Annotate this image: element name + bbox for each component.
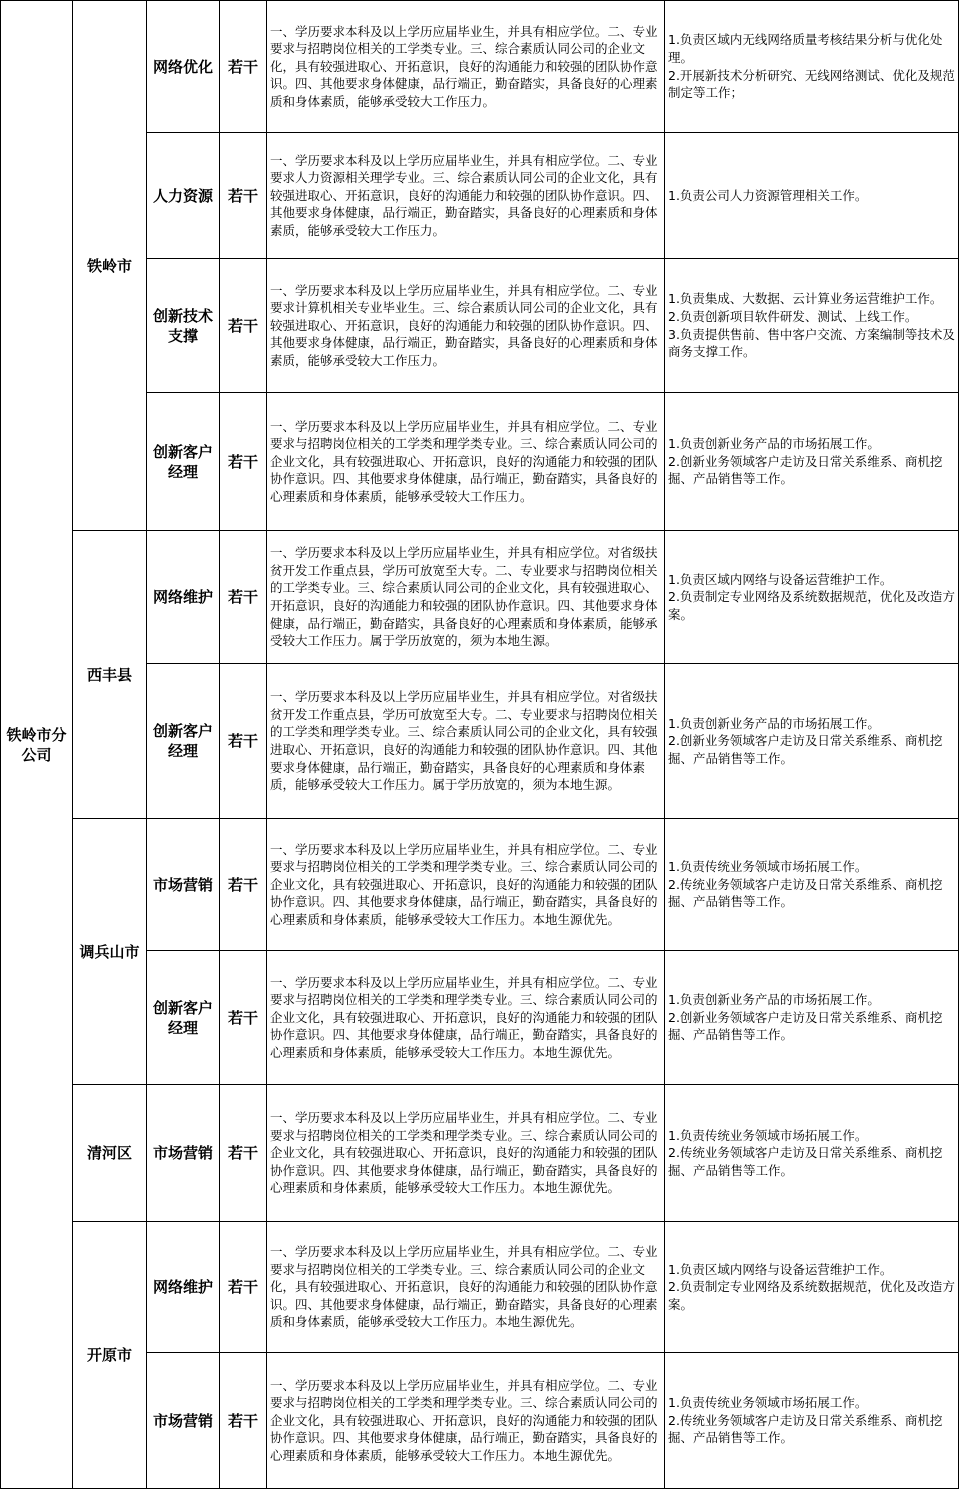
duty-line: 2.开展新技术分析研究、无线网络测试、优化及规范制定等工作； xyxy=(668,67,955,101)
duties-cell xyxy=(665,819,959,951)
city-cell: 西丰县 xyxy=(73,531,147,819)
count-cell: 若干 xyxy=(220,1085,267,1222)
count-cell: 若干 xyxy=(220,1222,267,1353)
post-cell: 网络维护 xyxy=(147,531,220,664)
count-cell: 若干 xyxy=(220,133,267,259)
duty-line: 2.创新业务领域客户走访及日常关系维系、商机挖掘、产品销售等工作。 xyxy=(668,733,943,766)
table-row xyxy=(1,1222,959,1353)
duty-line: 3.负责提供售前、售中客户交流、方案编制等技术及商务支撑工作。 xyxy=(668,326,955,360)
duties-cell xyxy=(665,393,959,531)
requirements-cell: 一、学历要求本科及以上学历应届毕业生，并具有相应学位。二、专业要求与招聘岗位相关的工学类专业。三、综合素质认同公司的企业文化，具有较强进取心、开拓意识，良好的沟通能力和较强的团队协作意识。四、其他要求身体健康，品行端正，勤奋踏实，具备良好的心理素质和身体素质，能够承受较大工作压力。 xyxy=(267,1,665,133)
duty-line: 2.创新业务领域客户走访及日常关系维系、商机挖掘、产品销售等工作。 xyxy=(668,1009,943,1043)
requirements-cell: 一、学历要求本科及以上学历应届毕业生，并具有相应学位。二、专业要求与招聘岗位相关的工学类和理学类专业。三、综合素质认同公司的企业文化，具有较强进取心、开拓意识，良好的沟通能力和较强的团队协作意识。四、其他要求身体健康，品行端正，勤奋踏实，具备良好的心理素质和身体素质，能够承受较大工作压力。本地生源优先。 xyxy=(267,1085,665,1222)
count-cell: 若干 xyxy=(220,1,267,133)
post-cell: 创新客户经理 xyxy=(147,664,220,819)
duty-line: 1.负责公司人力资源管理相关工作。 xyxy=(668,187,868,203)
requirements-cell: 一、学历要求本科及以上学历应届毕业生，并具有相应学位。二、专业要求与招聘岗位相关的工学类和理学类专业。三、综合素质认同公司的企业文化，具有较强进取心、开拓意识，良好的沟通能力和较强的团队协作意识。四、其他要求身体健康，品行端正，勤奋踏实，具备良好的心理素质和身体素质，能够承受较大工作压力。本地生源优先。 xyxy=(267,951,665,1085)
city-cell: 开原市 xyxy=(73,1222,147,1489)
duty-line: 1.负责区域内网络与设备运营维护工作。 xyxy=(668,571,893,587)
table-row xyxy=(1,1,959,133)
count-cell: 若干 xyxy=(220,393,267,531)
city-cell: 铁岭市 xyxy=(73,1,147,531)
post-cell: 创新客户经理 xyxy=(147,393,220,531)
duties-cell xyxy=(665,133,959,259)
post-cell: 市场营销 xyxy=(147,1085,220,1222)
requirements-cell: 一、学历要求本科及以上学历应届毕业生，并具有相应学位。二、专业要求与招聘岗位相关的工学类和理学类专业。三、综合素质认同公司的企业文化，具有较强进取心、开拓意识，良好的沟通能力和较强的团队协作意识。四、其他要求身体健康，品行端正，勤奋踏实，具备良好的心理素质和身体素质，能够承受较大工作压力。本地生源优先。 xyxy=(267,819,665,951)
post-cell: 网络优化 xyxy=(147,1,220,133)
city-cell: 清河区 xyxy=(73,1085,147,1222)
post-cell: 创新客户经理 xyxy=(147,951,220,1085)
duties-cell xyxy=(665,664,959,819)
requirements-cell: 一、学历要求本科及以上学历应届毕业生，并具有相应学位。对省级扶贫开发工作重点县，学历可放宽至大专。二、专业要求与招聘岗位相关的工学类和理学类专业。三、综合素质认同公司的企业文化，具有较强进取心、开拓意识，良好的沟通能力和较强的团队协作意识。四、其他要求身体健康，品行端正，勤奋踏实，具备良好的心理素质和身体素质，能够承受较大工作压力。属于学历放宽的，须为本地生源。 xyxy=(267,664,665,819)
duty-line: 2.负责制定专业网络及系统数据规范，优化及改造方案。 xyxy=(668,589,955,622)
requirements-cell: 一、学历要求本科及以上学历应届毕业生，并具有相应学位。二、专业要求与招聘岗位相关的工学类专业。三、综合素质认同公司的企业文化，具有较强进取心、开拓意识，良好的沟通能力和较强的团队协作意识。四、其他要求身体健康，品行端正，勤奋踏实，具备良好的心理素质和身体素质，能够承受较大工作压力。本地生源优先。 xyxy=(267,1222,665,1353)
duty-line: 1.负责传统业务领域市场拓展工作。 xyxy=(668,1127,868,1143)
table-row xyxy=(1,1085,959,1222)
company-cell: 铁岭市分公司 xyxy=(1,1,73,1489)
requirements-cell: 一、学历要求本科及以上学历应届毕业生，并具有相应学位。二、专业要求与招聘岗位相关的工学类和理学类专业。三、综合素质认同公司的企业文化，具有较强进取心、开拓意识，良好的沟通能力和较强的团队协作意识。四、其他要求身体健康，品行端正，勤奋踏实，具备良好的心理素质和身体素质，能够承受较大工作压力。 xyxy=(267,393,665,531)
duty-line: 2.传统业务领域客户走访及日常关系维系、商机挖掘、产品销售等工作。 xyxy=(668,1412,943,1446)
requirements-cell: 一、学历要求本科及以上学历应届毕业生，并具有相应学位。二、专业要求与招聘岗位相关的工学类和理学类专业。三、综合素质认同公司的企业文化，具有较强进取心、开拓意识，良好的沟通能力和较强的团队协作意识。四、其他要求身体健康，品行端正，勤奋踏实，具备良好的心理素质和身体素质，能够承受较大工作压力。本地生源优先。 xyxy=(267,1353,665,1489)
count-cell: 若干 xyxy=(220,664,267,819)
duty-line: 2.传统业务领域客户走访及日常关系维系、商机挖掘、产品销售等工作。 xyxy=(668,876,943,910)
duty-line: 2.创新业务领域客户走访及日常关系维系、商机挖掘、产品销售等工作。 xyxy=(668,453,943,487)
duty-line: 1.负责区域内无线网络质量考核结果分析与优化处理。 xyxy=(668,32,943,65)
requirements-cell: 一、学历要求本科及以上学历应届毕业生，并具有相应学位。二、专业要求计算机相关专业毕业生。三、综合素质认同公司的企业文化，具有较强进取心、开拓意识，良好的沟通能力和较强的团队协作意识。四、其他要求身体健康，品行端正，勤奋踏实，具备良好的心理素质和身体素质，能够承受较大工作压力。 xyxy=(267,259,665,393)
duties-cell xyxy=(665,531,959,664)
post-cell: 人力资源 xyxy=(147,133,220,259)
duties-cell xyxy=(665,1,959,133)
duties-cell xyxy=(665,1085,959,1222)
duty-line: 1.负责区域内网络与设备运营维护工作。 xyxy=(668,1261,893,1277)
duty-line: 1.负责创新业务产品的市场拓展工作。 xyxy=(668,436,880,452)
table-row xyxy=(1,819,959,951)
count-cell: 若干 xyxy=(220,259,267,393)
duty-line: 1.负责传统业务领域市场拓展工作。 xyxy=(668,859,868,875)
post-cell: 网络维护 xyxy=(147,1222,220,1353)
table-row xyxy=(1,531,959,664)
duty-line: 1.负责传统业务领域市场拓展工作。 xyxy=(668,1395,868,1411)
duty-line: 1.负责创新业务产品的市场拓展工作。 xyxy=(668,992,880,1008)
requirements-cell: 一、学历要求本科及以上学历应届毕业生，并具有相应学位。对省级扶贫开发工作重点县，学历可放宽至大专。二、专业要求与招聘岗位相关的工学类专业。三、综合素质认同公司的企业文化，具有较强进取心、开拓意识，良好的沟通能力和较强的团队协作意识。四、其他要求身体健康，品行端正，勤奋踏实，具备良好的心理素质和身体素质，能够承受较大工作压力。属于学历放宽的，须为本地生源。 xyxy=(267,531,665,664)
count-cell: 若干 xyxy=(220,819,267,951)
count-cell: 若干 xyxy=(220,1353,267,1489)
post-cell: 市场营销 xyxy=(147,1353,220,1489)
count-cell: 若干 xyxy=(220,531,267,664)
requirements-cell: 一、学历要求本科及以上学历应届毕业生，并具有相应学位。二、专业要求人力资源相关理学专业。三、综合素质认同公司的企业文化，具有较强进取心、开拓意识，良好的沟通能力和较强的团队协作意识。四、其他要求身体健康，品行端正，勤奋踏实，具备良好的心理素质和身体素质，能够承受较大工作压力。 xyxy=(267,133,665,259)
count-cell: 若干 xyxy=(220,951,267,1085)
duty-line: 2.传统业务领域客户走访及日常关系维系、商机挖掘、产品销售等工作。 xyxy=(668,1145,943,1178)
duties-cell xyxy=(665,1222,959,1353)
post-cell: 创新技术支撑 xyxy=(147,259,220,393)
duty-line: 2.负责制定专业网络及系统数据规范，优化及改造方案。 xyxy=(668,1279,955,1312)
post-cell: 市场营销 xyxy=(147,819,220,951)
duty-line: 2.负责创新项目软件研发、测试、上线工作。 xyxy=(668,308,918,324)
duty-line: 1.负责创新业务产品的市场拓展工作。 xyxy=(668,715,880,731)
duties-cell xyxy=(665,1353,959,1489)
city-cell: 调兵山市 xyxy=(73,819,147,1085)
duty-line: 1.负责集成、大数据、云计算业务运营维护工作。 xyxy=(668,291,943,307)
duties-cell xyxy=(665,951,959,1085)
duties-cell xyxy=(665,259,959,393)
